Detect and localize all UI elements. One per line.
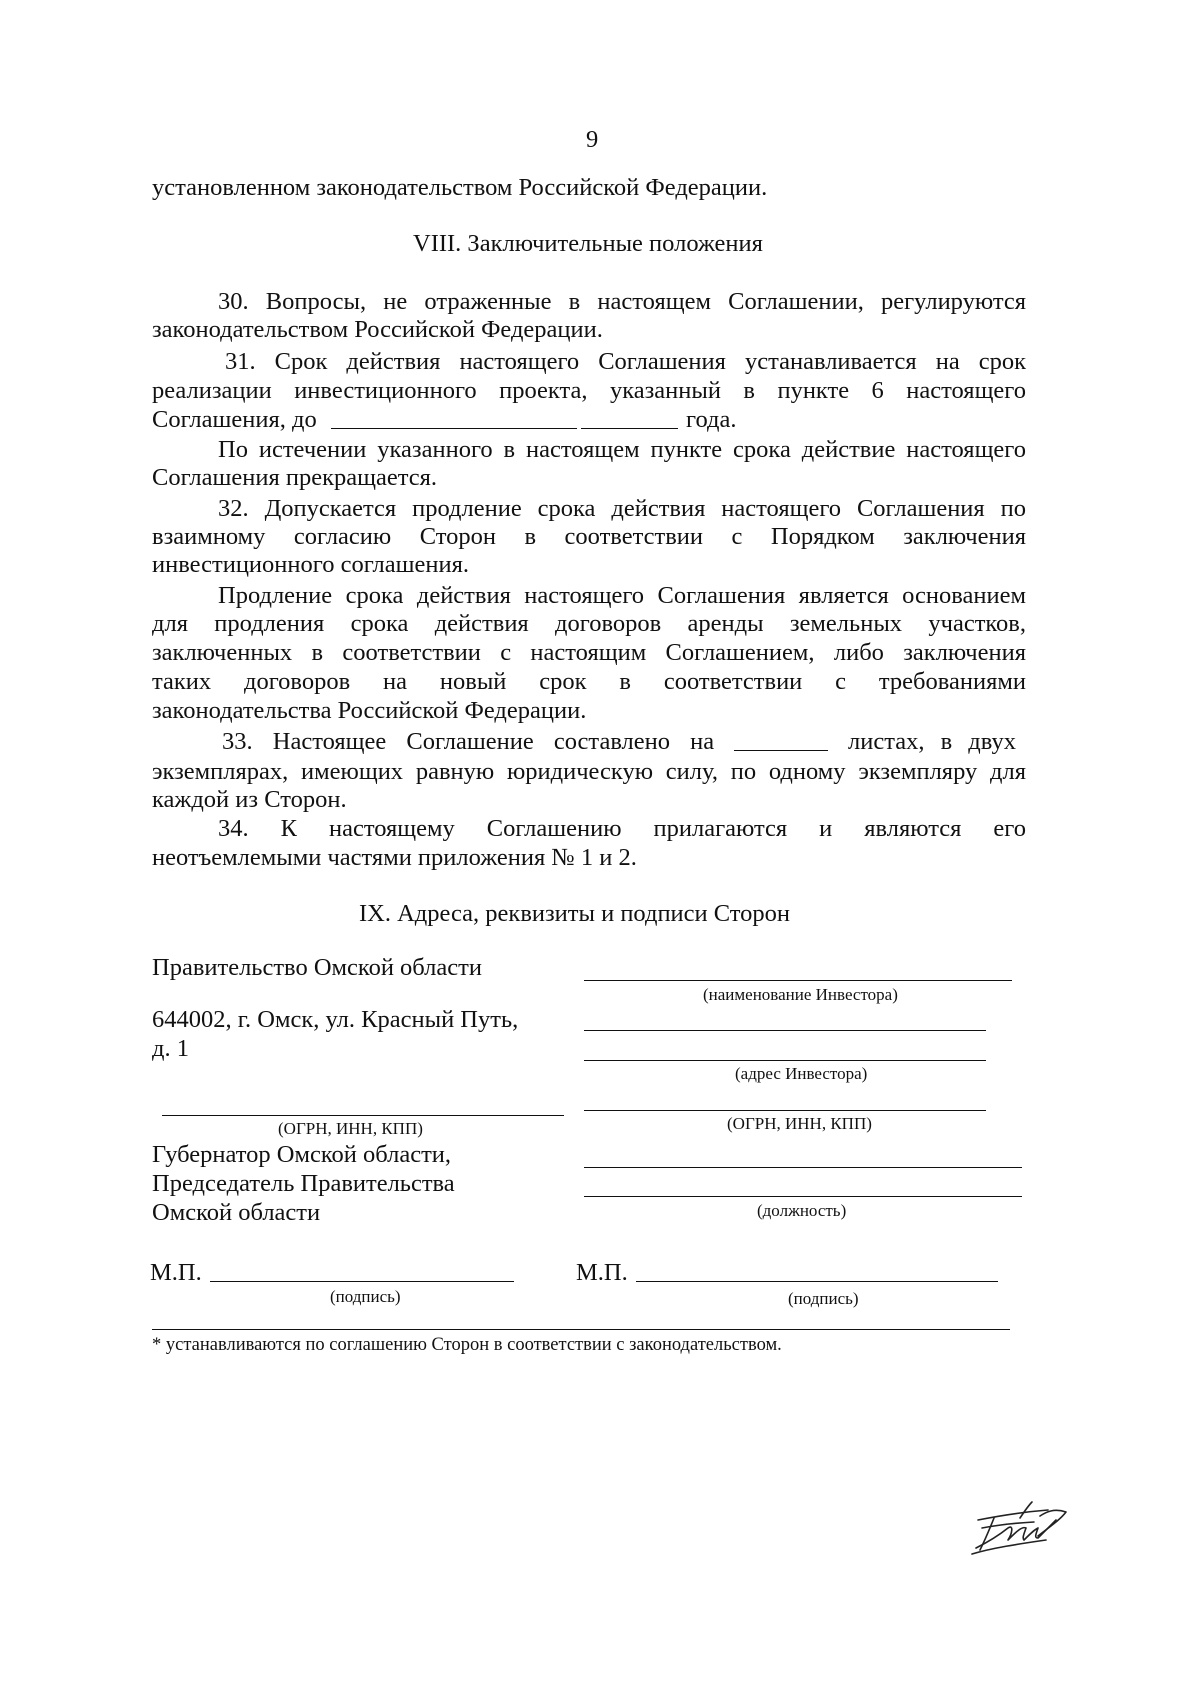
right-position-caption: (должность) — [757, 1201, 847, 1220]
p31-line-3-post: года. — [686, 406, 737, 433]
p31-line-1: 31. Срок действия настоящего Соглашения устанавливается на срок — [225, 348, 1026, 375]
left-signature-caption: (подпись) — [330, 1287, 401, 1306]
p31b-line-1: По истечении указанного в настоящем пункте срока действие настоящего — [218, 436, 1026, 463]
footnote-text: * устанавливаются по соглашению Сторон в соответствии с законодательством. — [152, 1335, 782, 1355]
p32b-line-4: таких договоров на новый срок в соответствии с требованиями — [152, 668, 1026, 695]
section-8-heading: VIII. Заключительные положения — [413, 230, 763, 257]
left-signature-line — [210, 1281, 514, 1282]
p30-line-2: законодательством Российской Федерации. — [152, 316, 603, 343]
left-position-line-2: Председатель Правительства — [152, 1170, 455, 1197]
footnote-separator — [152, 1329, 1010, 1330]
left-ogrn-caption: (ОГРН, ИНН, КПП) — [278, 1119, 423, 1138]
p32b-line-3: заключенных в соответствии с настоящим Соглашением, либо заключения — [152, 639, 1026, 666]
right-ogrn-line — [584, 1110, 986, 1111]
left-address-line-2: д. 1 — [152, 1035, 189, 1062]
p33-line-2: экземплярах, имеющих равную юридическую силу, по одному экземпляру для — [152, 758, 1026, 785]
left-position-line-3: Омской области — [152, 1199, 321, 1226]
p32b-line-2: для продления срока действия договоров аренды земельных участков, — [152, 610, 1026, 637]
p31-date-blank — [331, 428, 577, 429]
left-ogrn-line — [162, 1115, 564, 1116]
p33-line-1-post: листах, в двух — [848, 728, 1016, 755]
p31b-line-2: Соглашения прекращается. — [152, 464, 438, 491]
right-signature-caption: (подпись) — [788, 1289, 859, 1308]
p31-year-blank — [581, 428, 678, 429]
page-number: 9 — [586, 126, 599, 153]
p32-line-2: взаимному согласию Сторон в соответствии с Порядком заключения — [152, 523, 1026, 550]
p33-line-3: каждой из Сторон. — [152, 786, 347, 813]
p34-line-2: неотъемлемыми частями приложения № 1 и 2. — [152, 844, 637, 871]
right-ogrn-caption: (ОГРН, ИНН, КПП) — [727, 1114, 872, 1133]
right-address-line-1 — [584, 1030, 986, 1031]
handwritten-initials — [968, 1498, 1074, 1558]
p32b-line-5: законодательства Российской Федерации. — [152, 697, 587, 724]
p31-line-3-pre: Соглашения, до — [152, 406, 317, 433]
p33-line-1-pre: 33. Настоящее Соглашение составлено на — [222, 728, 715, 755]
left-stamp-label: М.П. — [150, 1259, 202, 1286]
p32b-line-1: Продление срока действия настоящего Соглашения является основанием — [218, 582, 1026, 609]
right-name-caption: (наименование Инвестора) — [703, 985, 898, 1004]
left-address-line-1: 644002, г. Омск, ул. Красный Путь, — [152, 1006, 519, 1033]
p32-line-1: 32. Допускается продление срока действия настоящего Соглашения по — [218, 495, 1026, 522]
p31-line-2: реализации инвестиционного проекта, указанный в пункте 6 настоящего — [152, 377, 1026, 404]
right-position-line-2 — [584, 1196, 1022, 1197]
right-name-line — [584, 980, 1012, 981]
p32-line-3: инвестиционного соглашения. — [152, 551, 469, 578]
right-stamp-label: М.П. — [576, 1259, 628, 1286]
right-address-caption: (адрес Инвестора) — [735, 1064, 868, 1083]
p30-line-1: 30. Вопросы, не отраженные в настоящем Соглашении, регулируются — [218, 288, 1026, 315]
right-address-line-2 — [584, 1060, 986, 1061]
right-position-line-1 — [584, 1167, 1022, 1168]
p33-pages-blank — [734, 750, 828, 751]
left-org-name: Правительство Омской области — [152, 954, 482, 981]
continuation-text: установленном законодательством Российской Федерации. — [152, 174, 768, 201]
left-position-line-1: Губернатор Омской области, — [152, 1141, 452, 1168]
section-9-heading: IX. Адреса, реквизиты и подписи Сторон — [359, 900, 791, 927]
right-signature-line — [636, 1281, 998, 1282]
p34-line-1: 34. К настоящему Соглашению прилагаются и являются его — [218, 815, 1026, 842]
